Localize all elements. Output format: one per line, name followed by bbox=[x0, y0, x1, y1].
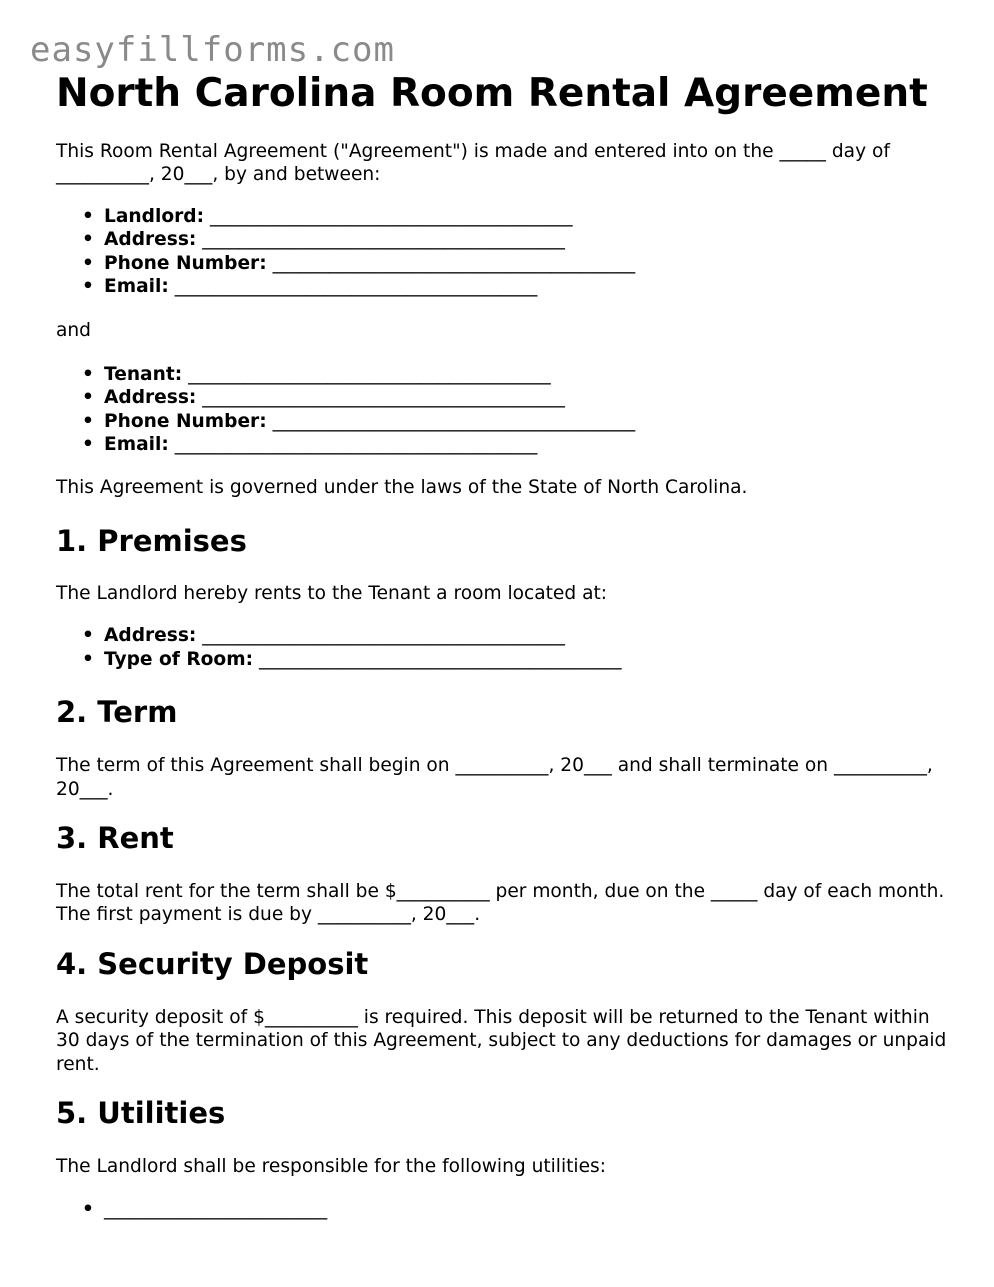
deposit-paragraph: A security deposit of $__________ is required. This deposit will be returned to the Tenant within 30 days of the termination of this Agreement, subject to any deductions for damages or unpaid rent. bbox=[56, 1006, 947, 1075]
utilities-list bbox=[56, 1198, 956, 1221]
list-item: • Address: _______________________________________ bbox=[104, 386, 956, 409]
section-heading-security-deposit: 4. Security Deposit bbox=[56, 946, 369, 981]
landlord-list bbox=[56, 205, 956, 299]
premises-paragraph: The Landlord hereby rents to the Tenant a room located at: bbox=[56, 582, 608, 604]
intro-paragraph: This Room Rental Agreement ("Agreement") is made and entered into on the _____ day of __________, 20___, by and between: bbox=[56, 141, 890, 186]
list-item: • Address: _______________________________________ bbox=[104, 228, 956, 251]
section-heading-rent: 3. Rent bbox=[56, 820, 174, 855]
list-item: • Phone Number: _______________________________________ bbox=[104, 252, 956, 275]
premises-list bbox=[56, 624, 956, 671]
list-item: • Tenant: _______________________________________ bbox=[104, 363, 956, 386]
governed-paragraph: This Agreement is governed under the laws of the State of North Carolina. bbox=[56, 477, 748, 499]
utilities-paragraph: The Landlord shall be responsible for the following utilities: bbox=[56, 1155, 606, 1177]
list-item: • Type of Room: _______________________________________ bbox=[104, 648, 956, 671]
list-item: • ________________________ bbox=[104, 1198, 956, 1221]
section-heading-premises: 1. Premises bbox=[56, 523, 247, 558]
list-item: • Phone Number: _______________________________________ bbox=[104, 410, 956, 433]
document-title: North Carolina Room Rental Agreement bbox=[56, 71, 928, 116]
watermark: easyfillforms.com bbox=[30, 30, 395, 70]
rent-paragraph: The total rent for the term shall be $__________ per month, due on the _____ day of each month. The first payment is due by __________, 20___. bbox=[56, 880, 945, 926]
section-heading-utilities: 5. Utilities bbox=[56, 1095, 226, 1130]
list-item: • Landlord: _______________________________________ bbox=[104, 205, 956, 228]
list-item: • Email: _______________________________________ bbox=[104, 275, 956, 298]
term-paragraph: The term of this Agreement shall begin on __________, 20___ and shall terminate on __________, 20___. bbox=[56, 755, 933, 800]
list-item: • Address: _______________________________________ bbox=[104, 624, 956, 647]
section-heading-term: 2. Term bbox=[56, 695, 178, 730]
and-text: and bbox=[56, 320, 91, 342]
document-page bbox=[56, 70, 956, 1222]
tenant-list bbox=[56, 363, 956, 457]
list-item: • Email: _______________________________________ bbox=[104, 433, 956, 456]
